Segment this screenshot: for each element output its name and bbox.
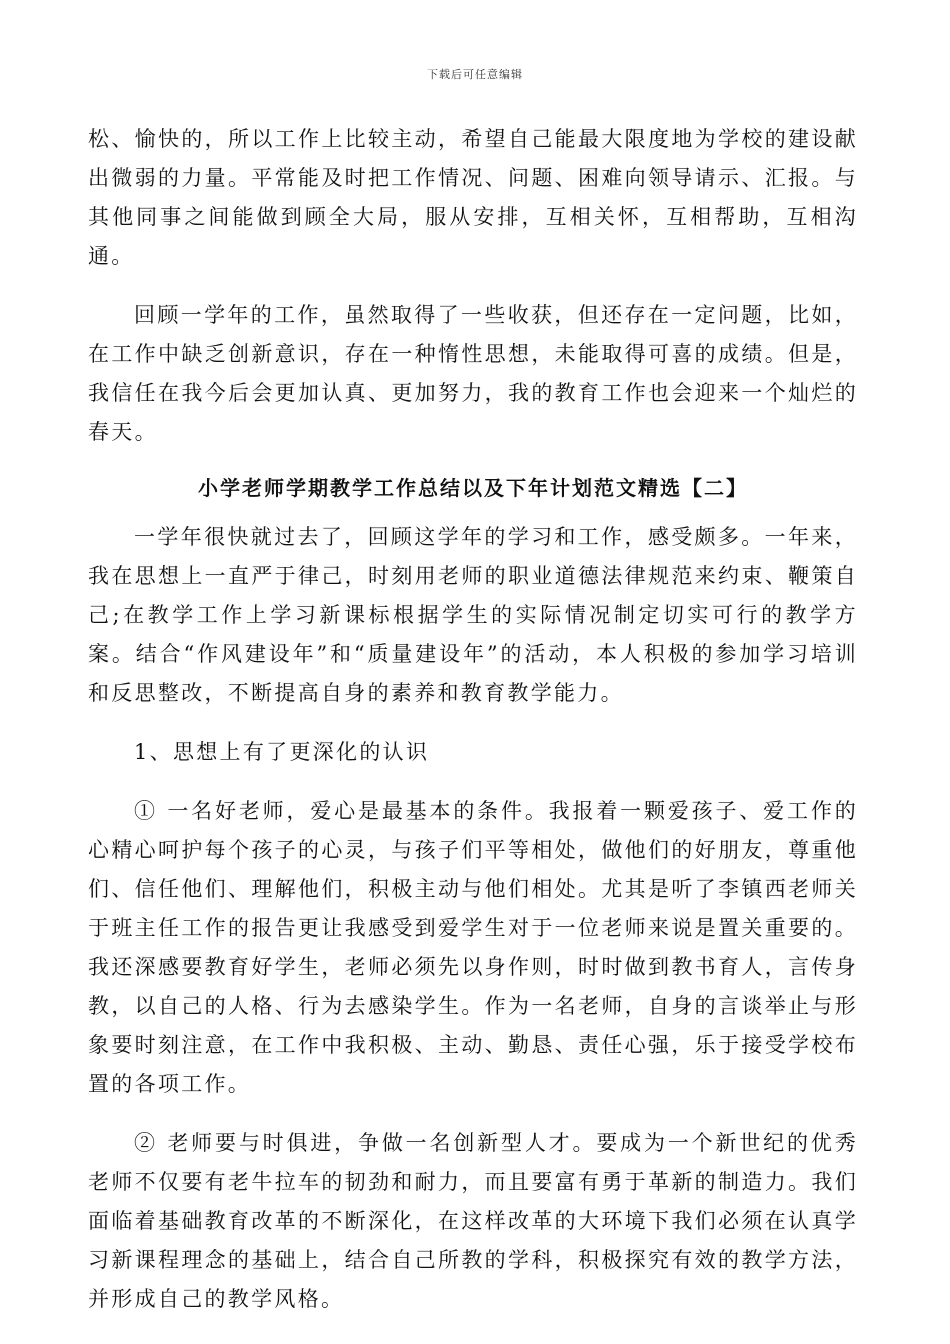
section-title: 小学老师学期教学工作总结以及下年计划范文精选【二】 [198,476,748,500]
document-body [88,120,858,1319]
paragraph-intro: 一学年很快就过去了，回顾这学年的学习和工作，感受颇多。一年来，我在思想上一直严于律己，时刻用老师的职业道德法律规范来约束、鞭策自己;在教学工作上学习新课标根据学生的实际情况制定切实可行的教学方案。结合“作风建设年”和“质量建设年”的活动，本人积极的参加学习培训和反思整改，不断提高自身的素养和教育教学能力。 [88,525,858,705]
paragraph-point-2: ② 老师要与时俱进，争做一名创新型人才。要成为一个新世纪的优秀老师不仅要有老牛拉车的韧劲和耐力，而且要富有勇于革新的制造力。我们面临着基础教育改革的不断深化，在这样改革的大环境下我们必须在认真学习新课程理念的基础上，结合自己所教的学科，积极探究有效的教学方法，并形成自己的教学风格。 [88,1131,858,1311]
paragraph-point-1: ① 一名好老师，爱心是最基本的条件。我报着一颗爱孩子、爱工作的心精心呵护每个孩子的心灵，与孩子们平等相处，做他们的好朋友，尊重他们、信任他们、理解他们，积极主动与他们相处。尤其是听了李镇西老师关于班主任工作的报告更让我感受到爱学生对于一位老师来说是置关重要的。我还深感要教育好学生，老师必须先以身作则，时时做到教书育人，言传身教，以自己的人格、行为去感染学生。作为一名老师，自身的言谈举止与形象要时刻注意，在工作中我积极、主动、勤恳、责任心强，乐于接受学校布置的各项工作。 [88,799,858,1096]
paragraph-review: 回顾一学年的工作，虽然取得了一些收获，但还存在一定问题，比如，在工作中缺乏创新意识，存在一种惰性思想，未能取得可喜的成绩。但是，我信任在我今后会更加认真、更加努力，我的教育工作也会迎来一个灿烂的春天。 [88,303,858,444]
header-note: 下载后可任意编辑 [427,68,523,81]
paragraph-subheading: 1、思想上有了更深化的认识 [134,740,430,764]
paragraph-continued: 松、愉快的，所以工作上比较主动，希望自己能最大限度地为学校的建设献出微弱的力量。平常能及时把工作情况、问题、困难向领导请示、汇报。与其他同事之间能做到顾全大局，服从安排，互相关怀，互相帮助，互相沟通。 [88,127,858,268]
